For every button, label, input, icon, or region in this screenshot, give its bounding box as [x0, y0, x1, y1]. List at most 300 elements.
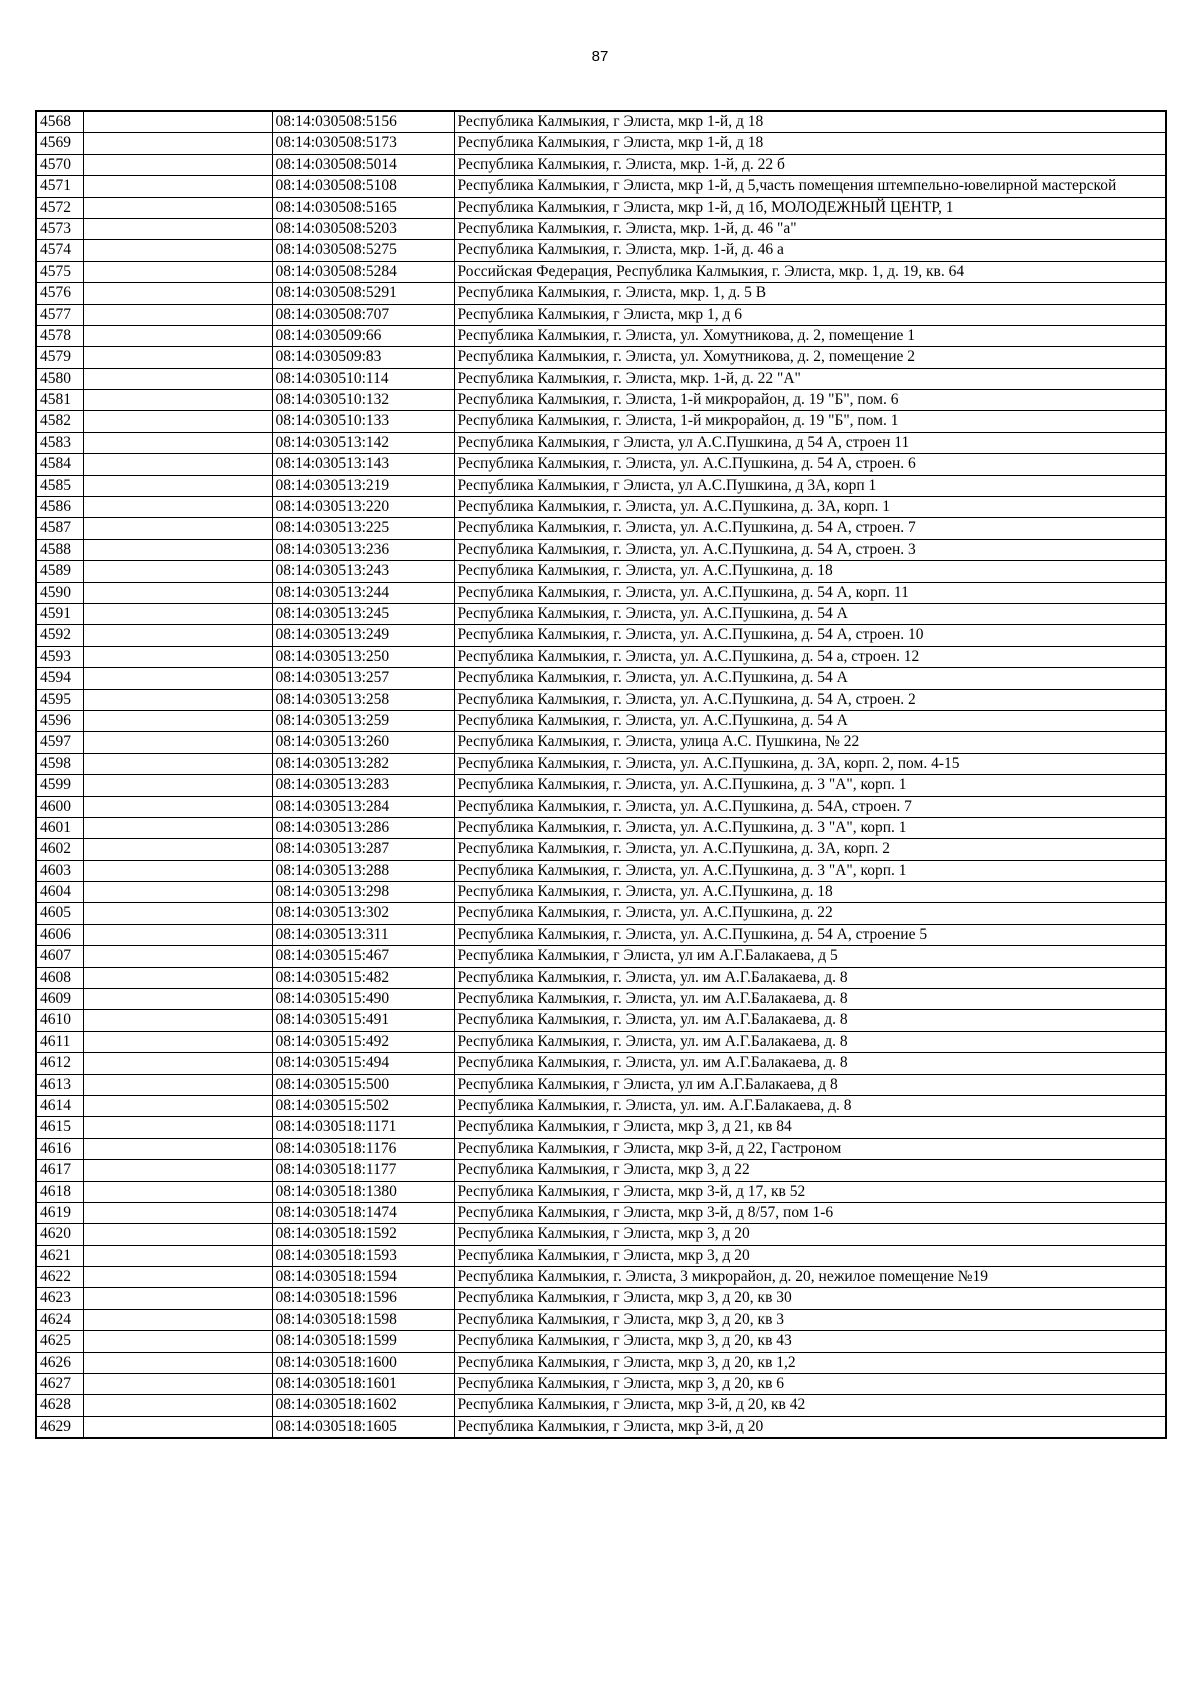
row-number-cell: 4588	[36, 539, 83, 560]
empty-cell	[83, 1031, 272, 1052]
cadastral-number-cell: 08:14:030513:250	[272, 646, 454, 667]
address-cell: Республика Калмыкия, г. Элиста, ул. А.С.Пушкина, д. 54 А, строен. 6	[454, 454, 1166, 475]
row-number-cell: 4601	[36, 817, 83, 838]
cadastral-number-cell: 08:14:030518:1598	[272, 1309, 454, 1330]
row-number-cell: 4615	[36, 1117, 83, 1138]
empty-cell	[83, 903, 272, 924]
address-cell: Республика Калмыкия, г. Элиста, ул. А.С.Пушкина, д. 3А, корп. 2	[454, 839, 1166, 860]
table-row	[36, 154, 1166, 175]
empty-cell	[83, 133, 272, 154]
table-row	[36, 111, 1166, 133]
empty-cell	[83, 710, 272, 731]
row-number-cell: 4624	[36, 1309, 83, 1330]
empty-cell	[83, 218, 272, 239]
cadastral-number-cell: 08:14:030515:494	[272, 1053, 454, 1074]
address-cell: Республика Калмыкия, г. Элиста, ул. А.С.Пушкина, д. 54А, строен. 7	[454, 796, 1166, 817]
table-row	[36, 1095, 1166, 1116]
table-row	[36, 497, 1166, 518]
empty-cell	[83, 1245, 272, 1266]
empty-cell	[83, 475, 272, 496]
table-row	[36, 1309, 1166, 1330]
cadastral-number-cell: 08:14:030513:236	[272, 539, 454, 560]
address-cell: Республика Калмыкия, г. Элиста, ул. А.С.Пушкина, д. 18	[454, 561, 1166, 582]
table-row	[36, 1160, 1166, 1181]
cadastral-number-cell: 08:14:030513:219	[272, 475, 454, 496]
address-cell: Республика Калмыкия, г. Элиста, ул. Хомутникова, д. 2, помещение 1	[454, 325, 1166, 346]
table-row	[36, 390, 1166, 411]
empty-cell	[83, 1416, 272, 1438]
row-number-cell: 4592	[36, 625, 83, 646]
address-cell: Российская Федерация, Республика Калмыкия, г. Элиста, мкр. 1, д. 19, кв. 64	[454, 261, 1166, 282]
empty-cell	[83, 1202, 272, 1223]
cadastral-number-cell: 08:14:030518:1600	[272, 1352, 454, 1373]
address-cell: Республика Калмыкия, г. Элиста, ул. им А.Г.Балакаева, д. 8	[454, 989, 1166, 1010]
cadastral-number-cell: 08:14:030513:257	[272, 668, 454, 689]
row-number-cell: 4574	[36, 240, 83, 261]
table-row	[36, 1117, 1166, 1138]
empty-cell	[83, 197, 272, 218]
address-cell: Республика Калмыкия, г Элиста, мкр 3, д 20	[454, 1245, 1166, 1266]
table-row	[36, 775, 1166, 796]
row-number-cell: 4576	[36, 283, 83, 304]
empty-cell	[83, 839, 272, 860]
empty-cell	[83, 646, 272, 667]
cadastral-number-cell: 08:14:030508:5014	[272, 154, 454, 175]
cadastral-number-cell: 08:14:030513:302	[272, 903, 454, 924]
empty-cell	[83, 1181, 272, 1202]
cadastral-number-cell: 08:14:030513:225	[272, 518, 454, 539]
address-cell: Республика Калмыкия, г Элиста, ул им А.Г.Балакаева, д 8	[454, 1074, 1166, 1095]
cadastral-number-cell: 08:14:030513:282	[272, 753, 454, 774]
empty-cell	[83, 817, 272, 838]
table-row	[36, 197, 1166, 218]
cadastral-number-cell: 08:14:030515:492	[272, 1031, 454, 1052]
table-row	[36, 582, 1166, 603]
address-cell: Республика Калмыкия, г. Элиста, ул. им А.Г.Балакаева, д. 8	[454, 1010, 1166, 1031]
row-number-cell: 4603	[36, 860, 83, 881]
address-cell: Республика Калмыкия, г. Элиста, ул. А.С.Пушкина, д. 54 А, строение 5	[454, 924, 1166, 945]
table-row	[36, 946, 1166, 967]
empty-cell	[83, 1352, 272, 1373]
table-row	[36, 753, 1166, 774]
cadastral-number-cell: 08:14:030515:490	[272, 989, 454, 1010]
empty-cell	[83, 283, 272, 304]
table-row	[36, 1181, 1166, 1202]
empty-cell	[83, 454, 272, 475]
cadastral-number-cell: 08:14:030513:258	[272, 689, 454, 710]
cadastral-number-cell: 08:14:030508:5173	[272, 133, 454, 154]
address-cell: Республика Калмыкия, г. Элиста, ул. А.С.Пушкина, д. 54 А, строен. 3	[454, 539, 1166, 560]
empty-cell	[83, 668, 272, 689]
row-number-cell: 4593	[36, 646, 83, 667]
row-number-cell: 4600	[36, 796, 83, 817]
table-row	[36, 304, 1166, 325]
cadastral-number-cell: 08:14:030513:249	[272, 625, 454, 646]
empty-cell	[83, 1095, 272, 1116]
empty-cell	[83, 946, 272, 967]
cadastral-number-cell: 08:14:030518:1602	[272, 1395, 454, 1416]
table-row	[36, 882, 1166, 903]
row-number-cell: 4605	[36, 903, 83, 924]
row-number-cell: 4578	[36, 325, 83, 346]
cadastral-number-cell: 08:14:030518:1594	[272, 1267, 454, 1288]
address-cell: Республика Калмыкия, г. Элиста, 1-й микрорайон, д. 19 "Б", пом. 1	[454, 411, 1166, 432]
cadastral-number-cell: 08:14:030508:5203	[272, 218, 454, 239]
table-body	[36, 111, 1166, 1438]
address-cell: Республика Калмыкия, г Элиста, мкр 3, д 20, кв 30	[454, 1288, 1166, 1309]
cadastral-number-cell: 08:14:030518:1474	[272, 1202, 454, 1223]
empty-cell	[83, 539, 272, 560]
empty-cell	[83, 111, 272, 133]
address-cell: Республика Калмыкия, г Элиста, ул А.С.Пушкина, д 3А, корп 1	[454, 475, 1166, 496]
address-cell: Республика Калмыкия, г Элиста, мкр 1-й, д 18	[454, 111, 1166, 133]
row-number-cell: 4591	[36, 603, 83, 624]
address-cell: Республика Калмыкия, г. Элиста, ул. А.С.Пушкина, д. 54 А, строен. 2	[454, 689, 1166, 710]
empty-cell	[83, 1053, 272, 1074]
table-row	[36, 240, 1166, 261]
row-number-cell: 4569	[36, 133, 83, 154]
empty-cell	[83, 625, 272, 646]
cadastral-number-cell: 08:14:030513:286	[272, 817, 454, 838]
cadastral-number-cell: 08:14:030518:1176	[272, 1138, 454, 1159]
table-row	[36, 261, 1166, 282]
row-number-cell: 4570	[36, 154, 83, 175]
cadastral-number-cell: 08:14:030513:283	[272, 775, 454, 796]
empty-cell	[83, 1117, 272, 1138]
empty-cell	[83, 732, 272, 753]
row-number-cell: 4628	[36, 1395, 83, 1416]
empty-cell	[83, 176, 272, 197]
address-cell: Республика Калмыкия, г Элиста, мкр 3-й, д 17, кв 52	[454, 1181, 1166, 1202]
table-row	[36, 1331, 1166, 1352]
cadastral-number-cell: 08:14:030508:707	[272, 304, 454, 325]
empty-cell	[83, 261, 272, 282]
row-number-cell: 4577	[36, 304, 83, 325]
address-cell: Республика Калмыкия, г. Элиста, улица А.С. Пушкина, № 22	[454, 732, 1166, 753]
cadastral-number-cell: 08:14:030508:5108	[272, 176, 454, 197]
row-number-cell: 4617	[36, 1160, 83, 1181]
address-cell: Республика Калмыкия, г. Элиста, ул. А.С.Пушкина, д. 3А, корп. 1	[454, 497, 1166, 518]
table-row	[36, 176, 1166, 197]
cadastral-number-cell: 08:14:030510:133	[272, 411, 454, 432]
cadastral-number-cell: 08:14:030518:1596	[272, 1288, 454, 1309]
address-cell: Республика Калмыкия, г Элиста, мкр 3, д 22	[454, 1160, 1166, 1181]
empty-cell	[83, 689, 272, 710]
empty-cell	[83, 796, 272, 817]
row-number-cell: 4612	[36, 1053, 83, 1074]
cadastral-number-cell: 08:14:030518:1177	[272, 1160, 454, 1181]
table-row	[36, 1202, 1166, 1223]
cadastral-number-cell: 08:14:030510:114	[272, 368, 454, 389]
row-number-cell: 4595	[36, 689, 83, 710]
address-cell: Республика Калмыкия, г Элиста, мкр 3-й, д 8/57, пом 1-6	[454, 1202, 1166, 1223]
table-row	[36, 432, 1166, 453]
empty-cell	[83, 561, 272, 582]
cadastral-number-cell: 08:14:030515:467	[272, 946, 454, 967]
empty-cell	[83, 989, 272, 1010]
cadastral-number-cell: 08:14:030509:83	[272, 347, 454, 368]
table-row	[36, 839, 1166, 860]
table-row	[36, 1224, 1166, 1245]
address-cell: Республика Калмыкия, г. Элиста, мкр. 1, д. 5 В	[454, 283, 1166, 304]
table-row	[36, 133, 1166, 154]
table-row	[36, 989, 1166, 1010]
cadastral-number-cell: 08:14:030513:143	[272, 454, 454, 475]
address-cell: Республика Калмыкия, г. Элиста, ул. А.С.Пушкина, д. 22	[454, 903, 1166, 924]
row-number-cell: 4575	[36, 261, 83, 282]
empty-cell	[83, 582, 272, 603]
empty-cell	[83, 860, 272, 881]
empty-cell	[83, 497, 272, 518]
address-cell: Республика Калмыкия, г Элиста, мкр 3, д 21, кв 84	[454, 1117, 1166, 1138]
table-row	[36, 1352, 1166, 1373]
row-number-cell: 4614	[36, 1095, 83, 1116]
row-number-cell: 4585	[36, 475, 83, 496]
address-cell: Республика Калмыкия, г. Элиста, ул. А.С.Пушкина, д. 54 А	[454, 710, 1166, 731]
row-number-cell: 4587	[36, 518, 83, 539]
row-number-cell: 4626	[36, 1352, 83, 1373]
row-number-cell: 4590	[36, 582, 83, 603]
cadastral-number-cell: 08:14:030508:5291	[272, 283, 454, 304]
address-cell: Республика Калмыкия, г. Элиста, ул. А.С.Пушкина, д. 3 "А", корп. 1	[454, 775, 1166, 796]
cadastral-number-cell: 08:14:030515:500	[272, 1074, 454, 1095]
empty-cell	[83, 1010, 272, 1031]
empty-cell	[83, 1395, 272, 1416]
empty-cell	[83, 154, 272, 175]
address-cell: Республика Калмыкия, г. Элиста, ул. им А.Г.Балакаева, д. 8	[454, 967, 1166, 988]
address-cell: Республика Калмыкия, г. Элиста, ул. А.С.Пушкина, д. 3 "А", корп. 1	[454, 817, 1166, 838]
table-row	[36, 860, 1166, 881]
address-cell: Республика Калмыкия, г. Элиста, ул. им А.Г.Балакаева, д. 8	[454, 1031, 1166, 1052]
empty-cell	[83, 368, 272, 389]
empty-cell	[83, 775, 272, 796]
row-number-cell: 4608	[36, 967, 83, 988]
empty-cell	[83, 304, 272, 325]
table-row	[36, 1416, 1166, 1438]
cadastral-number-cell: 08:14:030508:5284	[272, 261, 454, 282]
table-row	[36, 561, 1166, 582]
cadastral-number-cell: 08:14:030513:243	[272, 561, 454, 582]
address-cell: Республика Калмыкия, г Элиста, мкр 3, д 20, кв 6	[454, 1374, 1166, 1395]
row-number-cell: 4594	[36, 668, 83, 689]
cadastral-number-cell: 08:14:030513:260	[272, 732, 454, 753]
row-number-cell: 4627	[36, 1374, 83, 1395]
table-row	[36, 218, 1166, 239]
address-cell: Республика Калмыкия, г. Элиста, ул. Хомутникова, д. 2, помещение 2	[454, 347, 1166, 368]
empty-cell	[83, 347, 272, 368]
row-number-cell: 4619	[36, 1202, 83, 1223]
row-number-cell: 4610	[36, 1010, 83, 1031]
empty-cell	[83, 1138, 272, 1159]
address-cell: Республика Калмыкия, г Элиста, мкр 3-й, д 20	[454, 1416, 1166, 1438]
row-number-cell: 4606	[36, 924, 83, 945]
row-number-cell: 4625	[36, 1331, 83, 1352]
row-number-cell: 4629	[36, 1416, 83, 1438]
table-row	[36, 1245, 1166, 1266]
empty-cell	[83, 1160, 272, 1181]
table-row	[36, 325, 1166, 346]
row-number-cell: 4573	[36, 218, 83, 239]
cadastral-number-cell: 08:14:030518:1592	[272, 1224, 454, 1245]
address-cell: Республика Калмыкия, г. Элиста, ул. А.С.Пушкина, д. 54 А	[454, 603, 1166, 624]
row-number-cell: 4582	[36, 411, 83, 432]
cadastral-number-cell: 08:14:030508:5156	[272, 111, 454, 133]
table-row	[36, 368, 1166, 389]
empty-cell	[83, 753, 272, 774]
row-number-cell: 4611	[36, 1031, 83, 1052]
row-number-cell: 4581	[36, 390, 83, 411]
empty-cell	[83, 325, 272, 346]
cadastral-number-cell: 08:14:030515:482	[272, 967, 454, 988]
table-row	[36, 1138, 1166, 1159]
address-cell: Республика Калмыкия, г Элиста, мкр 3-й, д 22, Гастроном	[454, 1138, 1166, 1159]
cadastral-number-cell: 08:14:030513:298	[272, 882, 454, 903]
cadastral-number-cell: 08:14:030515:491	[272, 1010, 454, 1031]
empty-cell	[83, 390, 272, 411]
table-row	[36, 967, 1166, 988]
cadastral-number-cell: 08:14:030513:311	[272, 924, 454, 945]
empty-cell	[83, 1331, 272, 1352]
table-row	[36, 1395, 1166, 1416]
row-number-cell: 4607	[36, 946, 83, 967]
table-row	[36, 1267, 1166, 1288]
address-cell: Республика Калмыкия, г. Элиста, ул. А.С.Пушкина, д. 18	[454, 882, 1166, 903]
table-row	[36, 732, 1166, 753]
row-number-cell: 4599	[36, 775, 83, 796]
table-row	[36, 689, 1166, 710]
address-cell: Республика Калмыкия, г. Элиста, мкр. 1-й, д. 46 а	[454, 240, 1166, 261]
row-number-cell: 4572	[36, 197, 83, 218]
address-cell: Республика Калмыкия, г Элиста, мкр 3, д 20, кв 3	[454, 1309, 1166, 1330]
row-number-cell: 4579	[36, 347, 83, 368]
cadastral-number-cell: 08:14:030513:259	[272, 710, 454, 731]
empty-cell	[83, 240, 272, 261]
address-cell: Республика Калмыкия, г. Элиста, ул. А.С.Пушкина, д. 54 А, строен. 10	[454, 625, 1166, 646]
address-cell: Республика Калмыкия, г Элиста, мкр 1-й, д 18	[454, 133, 1166, 154]
empty-cell	[83, 882, 272, 903]
address-cell: Республика Калмыкия, г Элиста, мкр 3, д 20	[454, 1224, 1166, 1245]
cadastral-number-cell: 08:14:030513:220	[272, 497, 454, 518]
address-cell: Республика Калмыкия, г. Элиста, ул. им. А.Г.Балакаева, д. 8	[454, 1095, 1166, 1116]
empty-cell	[83, 1267, 272, 1288]
address-cell: Республика Калмыкия, г. Элиста, ул. А.С.Пушкина, д. 54 а, строен. 12	[454, 646, 1166, 667]
cadastral-number-cell: 08:14:030518:1601	[272, 1374, 454, 1395]
empty-cell	[83, 1309, 272, 1330]
cadastral-number-cell: 08:14:030510:132	[272, 390, 454, 411]
row-number-cell: 4580	[36, 368, 83, 389]
page-number: 87	[591, 48, 609, 65]
cadastral-number-cell: 08:14:030518:1171	[272, 1117, 454, 1138]
empty-cell	[83, 967, 272, 988]
row-number-cell: 4622	[36, 1267, 83, 1288]
address-cell: Республика Калмыкия, г Элиста, мкр 3, д 20, кв 1,2	[454, 1352, 1166, 1373]
address-cell: Республика Калмыкия, г. Элиста, мкр. 1-й, д. 46 "а"	[454, 218, 1166, 239]
row-number-cell: 4618	[36, 1181, 83, 1202]
cadastral-number-cell: 08:14:030513:142	[272, 432, 454, 453]
row-number-cell: 4596	[36, 710, 83, 731]
table-row	[36, 924, 1166, 945]
row-number-cell: 4616	[36, 1138, 83, 1159]
address-cell: Республика Калмыкия, г. Элиста, ул. А.С.Пушкина, д. 3 "А", корп. 1	[454, 860, 1166, 881]
table-row	[36, 710, 1166, 731]
cadastral-number-cell: 08:14:030518:1599	[272, 1331, 454, 1352]
table-row	[36, 1053, 1166, 1074]
address-cell: Республика Калмыкия, г. Элиста, мкр. 1-й, д. 22 "А"	[454, 368, 1166, 389]
table-row	[36, 283, 1166, 304]
address-cell: Республика Калмыкия, г. Элиста, ул. им А.Г.Балакаева, д. 8	[454, 1053, 1166, 1074]
table-row	[36, 646, 1166, 667]
row-number-cell: 4571	[36, 176, 83, 197]
table-row	[36, 796, 1166, 817]
cadastral-number-cell: 08:14:030513:287	[272, 839, 454, 860]
row-number-cell: 4598	[36, 753, 83, 774]
address-cell: Республика Калмыкия, г Элиста, ул А.С.Пушкина, д 54 А, строен 11	[454, 432, 1166, 453]
empty-cell	[83, 518, 272, 539]
row-number-cell: 4609	[36, 989, 83, 1010]
table-row	[36, 1031, 1166, 1052]
cadastral-number-cell: 08:14:030508:5275	[272, 240, 454, 261]
table-row	[36, 347, 1166, 368]
row-number-cell: 4623	[36, 1288, 83, 1309]
row-number-cell: 4602	[36, 839, 83, 860]
address-cell: Республика Калмыкия, г Элиста, мкр 1-й, д 5,часть помещения штемпельно-ювелирной мастерской	[454, 176, 1166, 197]
cadastral-number-cell: 08:14:030513:244	[272, 582, 454, 603]
table-row	[36, 1288, 1166, 1309]
address-cell: Республика Калмыкия, г Элиста, ул им А.Г.Балакаева, д 5	[454, 946, 1166, 967]
cadastral-number-cell: 08:14:030518:1605	[272, 1416, 454, 1438]
row-number-cell: 4597	[36, 732, 83, 753]
empty-cell	[83, 924, 272, 945]
row-number-cell: 4584	[36, 454, 83, 475]
empty-cell	[83, 603, 272, 624]
address-cell: Республика Калмыкия, г Элиста, мкр 3, д 20, кв 43	[454, 1331, 1166, 1352]
row-number-cell: 4620	[36, 1224, 83, 1245]
empty-cell	[83, 432, 272, 453]
address-cell: Республика Калмыкия, г. Элиста, мкр. 1-й, д. 22 б	[454, 154, 1166, 175]
row-number-cell: 4583	[36, 432, 83, 453]
row-number-cell: 4568	[36, 111, 83, 133]
address-cell: Республика Калмыкия, г Элиста, мкр 3-й, д 20, кв 42	[454, 1395, 1166, 1416]
cadastral-number-cell: 08:14:030518:1593	[272, 1245, 454, 1266]
row-number-cell: 4604	[36, 882, 83, 903]
table-row	[36, 411, 1166, 432]
address-cell: Республика Калмыкия, г Элиста, мкр 1-й, д 1б, МОЛОДЕЖНЫЙ ЦЕНТР, 1	[454, 197, 1166, 218]
empty-cell	[83, 1074, 272, 1095]
table-row	[36, 518, 1166, 539]
cadastral-number-cell: 08:14:030508:5165	[272, 197, 454, 218]
address-cell: Республика Калмыкия, г. Элиста, ул. А.С.Пушкина, д. 54 А	[454, 668, 1166, 689]
cadastral-number-cell: 08:14:030513:288	[272, 860, 454, 881]
address-cell: Республика Калмыкия, г. Элиста, ул. А.С.Пушкина, д. 54 А, корп. 11	[454, 582, 1166, 603]
table-row	[36, 668, 1166, 689]
table-row	[36, 454, 1166, 475]
table-row	[36, 1074, 1166, 1095]
table-row	[36, 1010, 1166, 1031]
row-number-cell: 4613	[36, 1074, 83, 1095]
table-row	[36, 625, 1166, 646]
empty-cell	[83, 1288, 272, 1309]
address-cell: Республика Калмыкия, г. Элиста, 1-й микрорайон, д. 19 "Б", пом. 6	[454, 390, 1166, 411]
row-number-cell: 4589	[36, 561, 83, 582]
cadastral-number-cell: 08:14:030509:66	[272, 325, 454, 346]
row-number-cell: 4586	[36, 497, 83, 518]
empty-cell	[83, 1224, 272, 1245]
cadastral-number-cell: 08:14:030513:284	[272, 796, 454, 817]
table-row	[36, 475, 1166, 496]
empty-cell	[83, 411, 272, 432]
address-cell: Республика Калмыкия, г Элиста, мкр 1, д 6	[454, 304, 1166, 325]
property-table	[35, 110, 1167, 1439]
